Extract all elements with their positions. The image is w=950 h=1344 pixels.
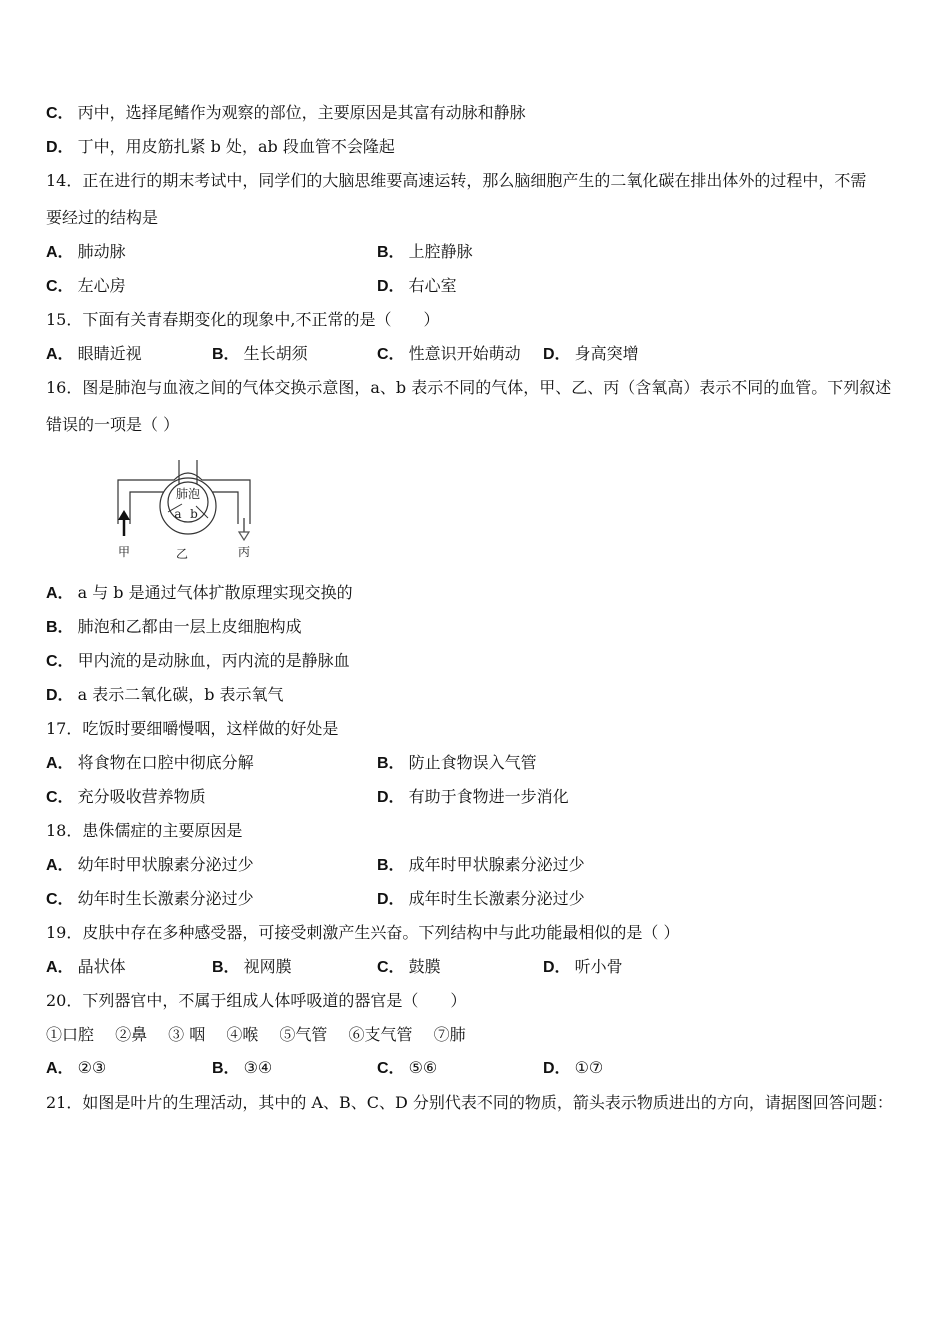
q17-stem: 17．吃饭时要细嚼慢咽，这样做的好处是	[46, 719, 339, 738]
vessel-jia-label: 甲	[117, 545, 131, 559]
q20-option-a: A． ②③	[46, 1058, 107, 1077]
gas-a-label: a	[174, 507, 182, 521]
q16-stem-line1: 16．图是肺泡与血液之间的气体交换示意图，a、b 表示不同的气体，甲、乙、丙（含氧高）表示不同的血管。下列叙述	[46, 378, 892, 397]
q15-stem: 15．下面有关青春期变化的现象中,不正常的是（ ）	[46, 310, 440, 329]
q20-option-c: C． ⑤⑥	[377, 1058, 438, 1077]
q21-stem: 21．如图是叶片的生理活动，其中的 A、B、C、D 分别代表不同的物质，箭头表示物质进出的方向，请据图回答问题：	[46, 1093, 893, 1112]
q14-option-d: D． 右心室	[377, 276, 457, 295]
q19-option-c: C． 鼓膜	[377, 957, 441, 976]
q14-option-a: A． 肺动脉	[46, 242, 126, 261]
q20-items: ①口腔 ②鼻 ③ 咽 ④喉 ⑤气管 ⑥支气管 ⑦肺	[46, 1025, 466, 1044]
q17-option-c: C． 充分吸收营养物质	[46, 787, 206, 806]
q18-option-a: A． 幼年时甲状腺素分泌过少	[46, 855, 254, 874]
q18-option-c: C． 幼年时生长激素分泌过少	[46, 889, 254, 908]
q14-stem-line1: 14．正在进行的期末考试中，同学们的大脑思维要高速运转，那么脑细胞产生的二氧化碳在排出体外的过程中，不需	[46, 171, 867, 190]
q17-option-d: D． 有助于食物进一步消化	[377, 787, 569, 806]
q16-option-d: D． a 表示二氧化碳，b 表示氧气	[46, 685, 284, 704]
q14-stem-line2: 要经过的结构是	[46, 208, 159, 227]
q13-option-d: D． 丁中，用皮筋扎紧 b 处，ab 段血管不会隆起	[46, 137, 395, 156]
q16-option-a: A． a 与 b 是通过气体扩散原理实现交换的	[46, 583, 353, 602]
q16-stem-line2: 错误的一项是（ ）	[46, 415, 180, 434]
q15-option-a: A． 眼睛近视	[46, 344, 142, 363]
alveolus-gas-exchange-diagram	[108, 456, 268, 564]
q20-stem: 20．下列器官中，不属于组成人体呼吸道的器官是（ ）	[46, 991, 467, 1010]
vessel-bing-label: 丙	[237, 545, 251, 559]
q15-option-d: D． 身高突增	[543, 344, 639, 363]
q19-stem: 19．皮肤中存在多种感受器，可接受刺激产生兴奋。下列结构中与此功能最相似的是（ ）	[46, 923, 680, 942]
q13-option-c: C． 丙中，选择尾鳍作为观察的部位，主要原因是其富有动脉和静脉	[46, 103, 526, 122]
q14-option-b: B． 上腔静脉	[377, 242, 473, 261]
gas-b-label: b	[190, 507, 198, 521]
q14-option-c: C． 左心房	[46, 276, 126, 295]
alveolus-label: 肺泡	[175, 487, 201, 501]
q15-option-b: B． 生长胡须	[212, 344, 308, 363]
q17-option-b: B． 防止食物误入气管	[377, 753, 537, 772]
q16-option-b: B． 肺泡和乙都由一层上皮细胞构成	[46, 617, 302, 636]
q17-option-a: A． 将食物在口腔中彻底分解	[46, 753, 254, 772]
q16-option-c: C． 甲内流的是动脉血，丙内流的是静脉血	[46, 651, 350, 670]
q19-option-d: D． 听小骨	[543, 957, 623, 976]
q18-option-d: D． 成年时生长激素分泌过少	[377, 889, 585, 908]
q19-option-b: B． 视网膜	[212, 957, 292, 976]
q15-option-c: C． 性意识开始萌动	[377, 344, 521, 363]
q20-option-d: D． ①⑦	[543, 1058, 604, 1077]
q18-option-b: B． 成年时甲状腺素分泌过少	[377, 855, 585, 874]
q19-option-a: A． 晶状体	[46, 957, 126, 976]
q20-option-b: B． ③④	[212, 1058, 273, 1077]
vessel-yi-label: 乙	[175, 547, 189, 561]
q18-stem: 18．患侏儒症的主要原因是	[46, 821, 243, 840]
